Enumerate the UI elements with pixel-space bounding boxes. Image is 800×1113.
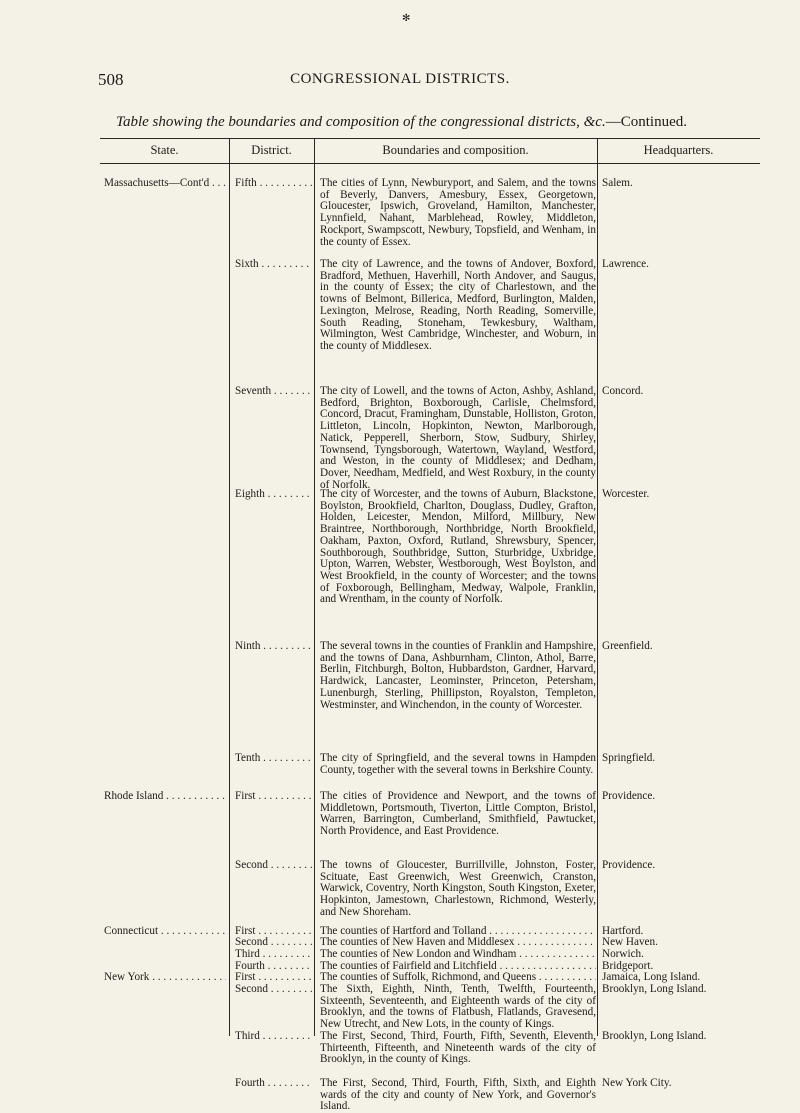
boundaries-cell: The cities of Providence and Newport, and the towns of Middletown, Portsmouth, Tiverton, Little Compton, Bristol, Warren, Barrington, Cumberland, Smithfield, Pawtucket, North Providence, and East Providence. [320, 790, 596, 838]
boundaries-cell: The counties of New London and Windham . . . [320, 949, 596, 961]
boundaries-cell: The city of Lowell, and the towns of Acton, Ashby, Ashland, Bedford, Brighton, Boxborough, Carlisle, Chelmsford, Concord, Dracut, Framingham, Dunstable, Holliston, Groton, Littleton, Lincoln, Hopkinton, Newton, Marlborough, Natick, Pepperell, Sherborn, Stow, Sudbury, Shirley, Townsend, Tyngsborough, Watertown, Wayland, Westford, and Weston, in the county of Middlesex; and Dedham, Dover, Needham, Medfield, and West Roxbury, in the county of Norfolk. [320, 385, 596, 491]
printer-mark: ✻ [402, 13, 411, 24]
column-header-boundaries: Boundaries and composition. [382, 143, 529, 157]
headquarters-cell: Worcester. [602, 488, 650, 500]
column-header-state: State. [150, 143, 179, 157]
caption-text: Table showing the boundaries and composition of the congressional districts, &c. [116, 114, 606, 130]
boundaries-cell: The counties of New Haven and Middlesex . . . [320, 937, 596, 949]
boundaries-cell: The Sixth, Eighth, Ninth, Tenth, Twelfth, Fourteenth, Sixteenth, Seventeenth, and Eighteenth wards of the city of Brooklyn, and the towns of Flatbush, Flatlands, Gravesend, New Utrecht, and New Lots, in the county of Kings. [320, 983, 596, 1031]
district-cell: First . . . [235, 791, 312, 803]
caption-continued: —Continued. [605, 114, 687, 130]
state-cell: Connecticut . . . [104, 926, 226, 938]
district-cell: Eighth . . . [235, 489, 312, 501]
headquarters-cell: Greenfield. [602, 640, 653, 652]
boundaries-cell: The several towns in the counties of Franklin and Hampshire, and the towns of Dana, Ashburnham, Clinton, Athol, Barre, Berlin, Fitchburgh, Bolton, Hubbardston, Gardner, Harvard, Hardwick, Lancaster, Leominster, Princeton, Petersham, Lunenburgh, Sterling, Phillipston, Royalston, Templeton, Westminster, and Winchendon, in the county of Worcester. [320, 640, 596, 711]
headquarters-cell: Bridgeport. [602, 960, 654, 972]
district-cell: Fourth . . . [235, 1078, 312, 1090]
state-cell: Rhode Island . . . [104, 791, 226, 803]
district-cell: Ninth . . . [235, 641, 312, 653]
column-header-headquarters: Headquarters. [643, 143, 714, 157]
headquarters-cell: Hartford. [602, 925, 644, 937]
headquarters-cell: New Haven. [602, 936, 658, 948]
boundaries-cell: The counties of Fairfield and Litchfield . . . [320, 961, 596, 973]
boundaries-cell: The city of Worcester, and the towns of Auburn, Blackstone, Boylston, Brookfield, Charlton, Douglass, Dudley, Grafton, Holden, Leicester, Mendon, Milford, Millbury, New Braintree, Northborough, Northbridge, North Brookfield, Oakham, Paxton, Oxford, Rutland, Shrewsbury, Spencer, Southborough, Southbridge, Sutton, Sturbridge, Uxbridge, Upton, Warren, Webster, Westborough, West Boylston, and West Brookfield, in the county of Worcester; and the towns of Foxborough, Bellingham, Medway, Walpole, Franklin, and Wrentham, in the county of Norfolk. [320, 488, 596, 606]
district-cell: Third . . . [235, 949, 312, 961]
district-cell: First . . . [235, 972, 312, 984]
column-header-district: District. [251, 143, 292, 157]
boundaries-cell: The First, Second, Third, Fourth, Fifth, Seventh, Eleventh, Thirteenth, Fifteenth, and Nineteenth wards of the city of Brooklyn, in the county of Kings. [320, 1030, 596, 1066]
headquarters-cell: Brooklyn, Long Island. [602, 1030, 707, 1042]
headquarters-cell: Lawrence. [602, 258, 649, 270]
headquarters-cell: Brooklyn, Long Island. [602, 983, 707, 995]
table-top-rule [100, 138, 760, 139]
column-divider [229, 138, 230, 1036]
state-cell: Massachusetts—Cont'd . . . [104, 178, 226, 190]
district-cell: First . . . [235, 926, 312, 938]
boundaries-cell: The towns of Gloucester, Burrillville, Johnston, Foster, Scituate, East Greenwich, West Greenwich, Cranston, Warwick, Coventry, North Kingston, South Kingston, Exeter, Hopkinton, Jamestown, Charlestown, Richmond, Westerly, and New Shoreham. [320, 859, 596, 918]
boundaries-cell: The First, Second, Third, Fourth, Fifth, Sixth, and Eighth wards of the city and county of New York, and Governor's Island. [320, 1077, 596, 1113]
table-caption [116, 114, 687, 131]
boundaries-cell: The city of Springfield, and the several towns in Hampden County, together with the several towns in Berkshire County. [320, 752, 596, 776]
boundaries-cell: The counties of Suffolk, Richmond, and Queens . . . [320, 972, 596, 984]
boundaries-cell: The cities of Lynn, Newburyport, and Salem, and the towns of Beverly, Danvers, Amesbury, Essex, Georgetown, Gloucester, Ipswich, Groveland, Hamilton, Manchester, Lynnfield, Nahant, Marblehead, Rowley, Middleton, Rockport, Swampscott, Newbury, Topsfield, and Wenham, in the county of Essex. [320, 177, 596, 248]
district-cell: Seventh . . . [235, 386, 312, 398]
headquarters-cell: Providence. [602, 859, 656, 871]
district-cell: Tenth . . . [235, 753, 312, 765]
column-divider [597, 138, 598, 1036]
district-cell: Second . . . [235, 984, 312, 996]
table-header-rule [100, 163, 760, 164]
running-head: CONGRESSIONAL DISTRICTS. [290, 71, 510, 87]
headquarters-cell: New York City. [602, 1077, 672, 1089]
page-number: 508 [98, 70, 124, 89]
headquarters-cell: Providence. [602, 790, 656, 802]
district-cell: Sixth . . . [235, 259, 312, 271]
district-cell: Fourth . . . [235, 961, 312, 973]
boundaries-cell: The counties of Hartford and Tolland . . . [320, 926, 596, 938]
headquarters-cell: Salem. [602, 177, 633, 189]
district-cell: Third . . . [235, 1031, 312, 1043]
district-cell: Second . . . [235, 860, 312, 872]
headquarters-cell: Springfield. [602, 752, 656, 764]
boundaries-cell: The city of Lawrence, and the towns of Andover, Boxford, Bradford, Methuen, Haverhill, North Andover, and Saugus, in the county of Essex; the city of Charlestown, and the towns of Belmont, Billerica, Medford, Burlington, Malden, Lexington, Melrose, Reading, North Reading, Somerville, South Reading, Stoneham, Tewkesbury, Waltham, Wilmington, West Cambridge, Winchester, and Woburn, in the county of Middlesex. [320, 258, 596, 352]
district-cell: Second . . . [235, 937, 312, 949]
state-cell: New York . . . [104, 972, 226, 984]
column-divider [314, 138, 315, 1036]
headquarters-cell: Jamaica, Long Island. [602, 971, 701, 983]
district-cell: Fifth . . . [235, 178, 312, 190]
headquarters-cell: Concord. [602, 385, 644, 397]
headquarters-cell: Norwich. [602, 948, 644, 960]
